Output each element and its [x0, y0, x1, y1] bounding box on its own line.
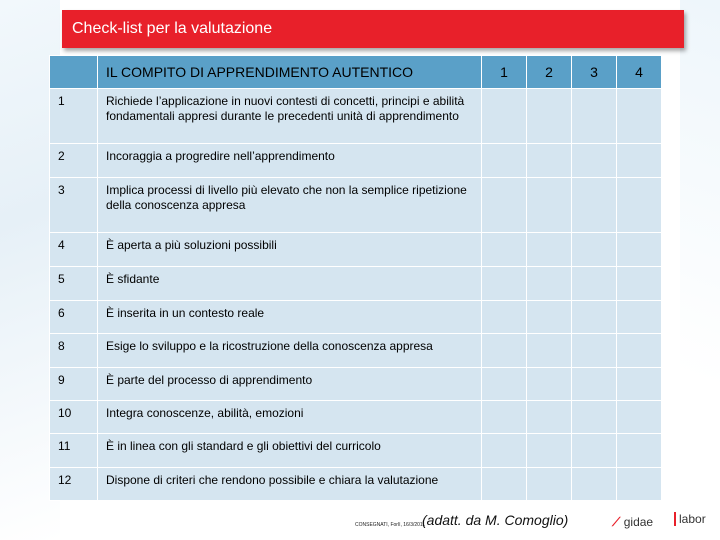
row-number: 2 — [50, 144, 98, 178]
table-row — [50, 267, 662, 301]
row-number: 8 — [50, 334, 98, 368]
score-cell[interactable] — [527, 301, 572, 334]
checklist-table — [49, 55, 662, 501]
score-cell[interactable] — [527, 89, 572, 144]
score-cell[interactable] — [527, 178, 572, 233]
footer-note: CONSEGNATI, Forlì, 16/3/2011 — [355, 522, 426, 528]
gidae-logo — [612, 515, 653, 530]
score-cell[interactable] — [617, 178, 662, 233]
score-cell[interactable] — [572, 89, 617, 144]
row-criterion: Integra conoscenze, abilità, emozioni — [98, 401, 482, 434]
footer-credit: (adatt. da M. Comoglio) — [422, 512, 569, 528]
score-cell[interactable] — [572, 267, 617, 301]
table-row — [50, 401, 662, 434]
score-cell[interactable] — [482, 401, 527, 434]
score-cell[interactable] — [617, 89, 662, 144]
score-cell[interactable] — [572, 468, 617, 501]
row-number: 4 — [50, 233, 98, 267]
row-criterion: È in linea con gli standard e gli obiettivi del curricolo — [98, 434, 482, 468]
score-cell[interactable] — [617, 334, 662, 368]
score-cell[interactable] — [482, 233, 527, 267]
score-cell[interactable] — [572, 301, 617, 334]
score-cell[interactable] — [617, 144, 662, 178]
row-criterion: È parte del processo di apprendimento — [98, 368, 482, 401]
score-cell[interactable] — [527, 434, 572, 468]
score-cell[interactable] — [617, 401, 662, 434]
gidae-logo-text: gidae — [623, 515, 654, 529]
score-cell[interactable] — [527, 144, 572, 178]
score-cell[interactable] — [482, 89, 527, 144]
score-cell[interactable] — [482, 368, 527, 401]
table-row — [50, 334, 662, 368]
header-criterion: IL COMPITO DI APPRENDIMENTO AUTENTICO — [98, 56, 482, 89]
row-number: 1 — [50, 89, 98, 144]
row-criterion: Richiede l’applicazione in nuovi contesti di concetti, principi e abilità fondamentali appresi durante le precedenti unità di apprendimento — [98, 89, 482, 144]
score-cell[interactable] — [482, 468, 527, 501]
score-cell[interactable] — [617, 434, 662, 468]
score-cell[interactable] — [572, 178, 617, 233]
table-row — [50, 434, 662, 468]
table-row — [50, 301, 662, 334]
table-row — [50, 468, 662, 501]
header-number-cell — [50, 56, 98, 89]
row-criterion: Dispone di criteri che rendono possibile e chiara la valutazione — [98, 468, 482, 501]
title-bar — [62, 10, 684, 48]
table-row — [50, 233, 662, 267]
row-number: 11 — [50, 434, 98, 468]
slide-title: Check-list per la valutazione — [72, 20, 273, 37]
score-cell[interactable] — [482, 178, 527, 233]
score-cell[interactable] — [572, 144, 617, 178]
score-cell[interactable] — [527, 334, 572, 368]
row-criterion: Incoraggia a progredire nell’apprendimento — [98, 144, 482, 178]
table-row — [50, 89, 662, 144]
background-decoration-right — [680, 0, 720, 540]
score-cell[interactable] — [617, 301, 662, 334]
labor-logo-text: labor — [674, 512, 706, 526]
row-criterion: È aperta a più soluzioni possibili — [98, 233, 482, 267]
score-cell[interactable] — [572, 334, 617, 368]
table-header-row — [50, 56, 662, 89]
score-cell[interactable] — [617, 368, 662, 401]
score-cell[interactable] — [482, 267, 527, 301]
header-score-3: 3 — [572, 56, 617, 89]
header-score-1: 1 — [482, 56, 527, 89]
score-cell[interactable] — [617, 468, 662, 501]
row-criterion: Esige lo sviluppo e la ricostruzione della conoscenza appresa — [98, 334, 482, 368]
row-criterion: È inserita in un contesto reale — [98, 301, 482, 334]
row-number: 12 — [50, 468, 98, 501]
score-cell[interactable] — [527, 368, 572, 401]
score-cell[interactable] — [482, 144, 527, 178]
row-number: 3 — [50, 178, 98, 233]
labor-logo — [674, 512, 706, 526]
header-score-4: 4 — [617, 56, 662, 89]
table-row — [50, 144, 662, 178]
score-cell[interactable] — [482, 434, 527, 468]
row-criterion: Implica processi di livello più elevato che non la semplice ripetizione della conoscenza appresa — [98, 178, 482, 233]
score-cell[interactable] — [527, 401, 572, 434]
score-cell[interactable] — [482, 301, 527, 334]
table-row — [50, 178, 662, 233]
header-score-2: 2 — [527, 56, 572, 89]
row-criterion: È sfidante — [98, 267, 482, 301]
row-number: 5 — [50, 267, 98, 301]
score-cell[interactable] — [572, 401, 617, 434]
row-number: 9 — [50, 368, 98, 401]
score-cell[interactable] — [572, 233, 617, 267]
row-number: 6 — [50, 301, 98, 334]
score-cell[interactable] — [527, 267, 572, 301]
table-row — [50, 368, 662, 401]
row-number: 10 — [50, 401, 98, 434]
score-cell[interactable] — [527, 233, 572, 267]
score-cell[interactable] — [617, 267, 662, 301]
score-cell[interactable] — [617, 233, 662, 267]
score-cell[interactable] — [482, 334, 527, 368]
score-cell[interactable] — [572, 434, 617, 468]
gidae-logo-mark-icon: ⟋ — [612, 515, 624, 529]
score-cell[interactable] — [572, 368, 617, 401]
score-cell[interactable] — [527, 468, 572, 501]
